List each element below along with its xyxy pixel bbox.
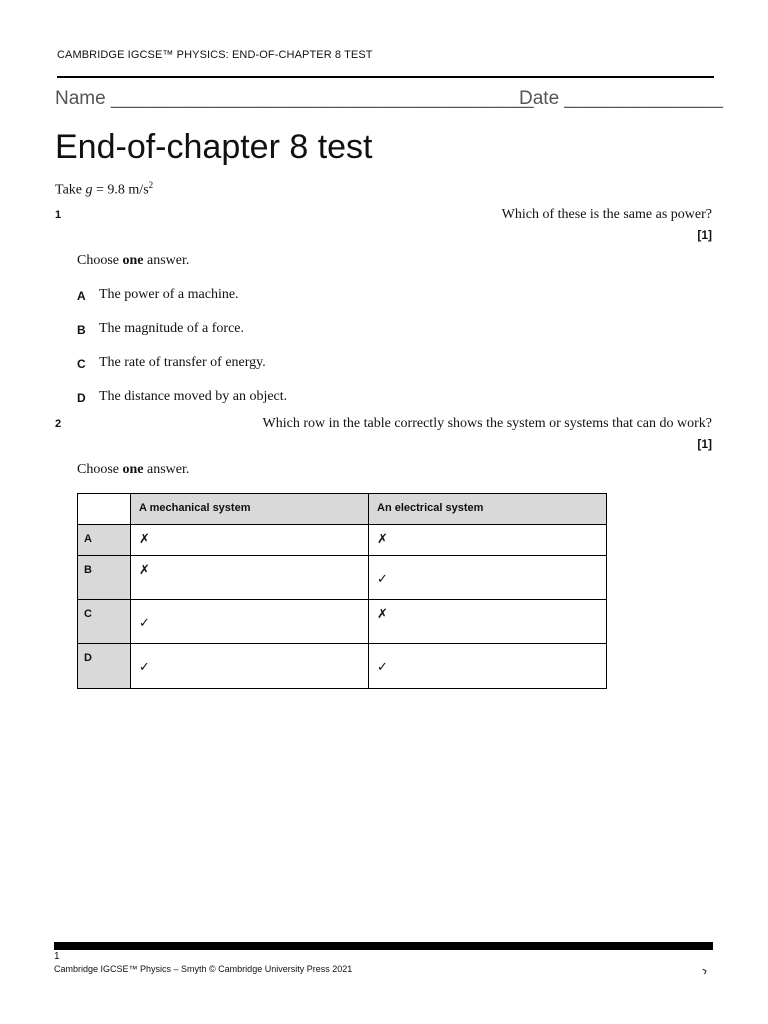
option-c-letter: C: [77, 357, 86, 371]
systems-table: [77, 493, 607, 689]
option-d-letter: D: [77, 391, 86, 405]
option-d-text[interactable]: The distance moved by an object.: [99, 389, 288, 404]
page-number: 1: [54, 951, 60, 962]
check-mark: ✓: [139, 616, 150, 631]
instruction-pre: Choose: [77, 462, 123, 477]
cross-mark: ✗: [139, 563, 150, 578]
row-label: C: [78, 600, 131, 644]
question-2-number: 2: [55, 418, 62, 430]
check-mark: ✓: [139, 660, 150, 675]
table-row[interactable]: [78, 600, 607, 644]
cross-mark: ✗: [377, 607, 388, 622]
footer-bar: [54, 942, 713, 950]
question-2-text: Which row in the table correctly shows the system or systems that can do work?: [262, 416, 712, 431]
question-1-instruction: [77, 253, 189, 269]
option-a-letter: A: [77, 289, 86, 303]
table-row[interactable]: [78, 644, 607, 689]
running-header: CAMBRIDGE IGCSE™ PHYSICS: END-OF-CHAPTER 8 TEST: [57, 49, 373, 61]
instruction-bold: one: [122, 253, 144, 268]
footer-copyright: Cambridge IGCSE™ Physics – Smyth © Cambridge University Press 2021: [54, 964, 353, 974]
gravity-prefix: Take: [55, 182, 86, 198]
question-1-text: Which of these is the same as power?: [501, 207, 712, 222]
date-field: Date _______________: [519, 88, 723, 109]
row-label: A: [78, 525, 131, 556]
gravity-variable: g: [85, 182, 93, 198]
mechanical-cell: [131, 525, 369, 556]
table-row[interactable]: [78, 556, 607, 600]
option-b-text[interactable]: The magnitude of a force.: [99, 321, 244, 336]
question-2-instruction: [77, 462, 189, 478]
gravity-value: = 9.8 m/s: [92, 182, 149, 198]
name-field: Name ________________________________________: [55, 88, 534, 109]
check-mark: ✓: [377, 572, 388, 587]
mechanical-cell: [131, 600, 369, 644]
question-1-number: 1: [55, 209, 62, 221]
option-a-text[interactable]: The power of a machine.: [99, 287, 239, 302]
cross-mark: ✗: [377, 532, 388, 547]
instruction-pre: Choose: [77, 253, 123, 268]
option-b-letter: B: [77, 323, 86, 337]
header-rule: [57, 76, 714, 78]
question-2-marks: [1]: [697, 437, 712, 451]
electrical-cell: [369, 556, 607, 600]
table-row[interactable]: [78, 525, 607, 556]
cross-mark: ✗: [139, 532, 150, 547]
question-1-marks: [1]: [697, 228, 712, 242]
mechanical-cell: [131, 556, 369, 600]
header-corner: [78, 494, 131, 525]
table-header-row: [78, 494, 607, 525]
header-electrical: An electrical system: [369, 494, 607, 525]
option-c-text[interactable]: The rate of transfer of energy.: [99, 355, 266, 370]
row-label: B: [78, 556, 131, 600]
electrical-cell: [369, 600, 607, 644]
mechanical-cell: [131, 644, 369, 689]
row-label: D: [78, 644, 131, 689]
gravity-exponent: 2: [148, 180, 154, 190]
electrical-cell: [369, 644, 607, 689]
instruction-post: answer.: [143, 462, 190, 477]
page-title: End-of-chapter 8 test: [55, 128, 373, 166]
corner-mark-icon: ›: [699, 961, 710, 979]
instruction-post: answer.: [143, 253, 190, 268]
gravity-note: [55, 180, 153, 199]
header-mechanical: A mechanical system: [131, 494, 369, 525]
check-mark: ✓: [377, 660, 388, 675]
instruction-bold: one: [122, 462, 144, 477]
electrical-cell: [369, 525, 607, 556]
